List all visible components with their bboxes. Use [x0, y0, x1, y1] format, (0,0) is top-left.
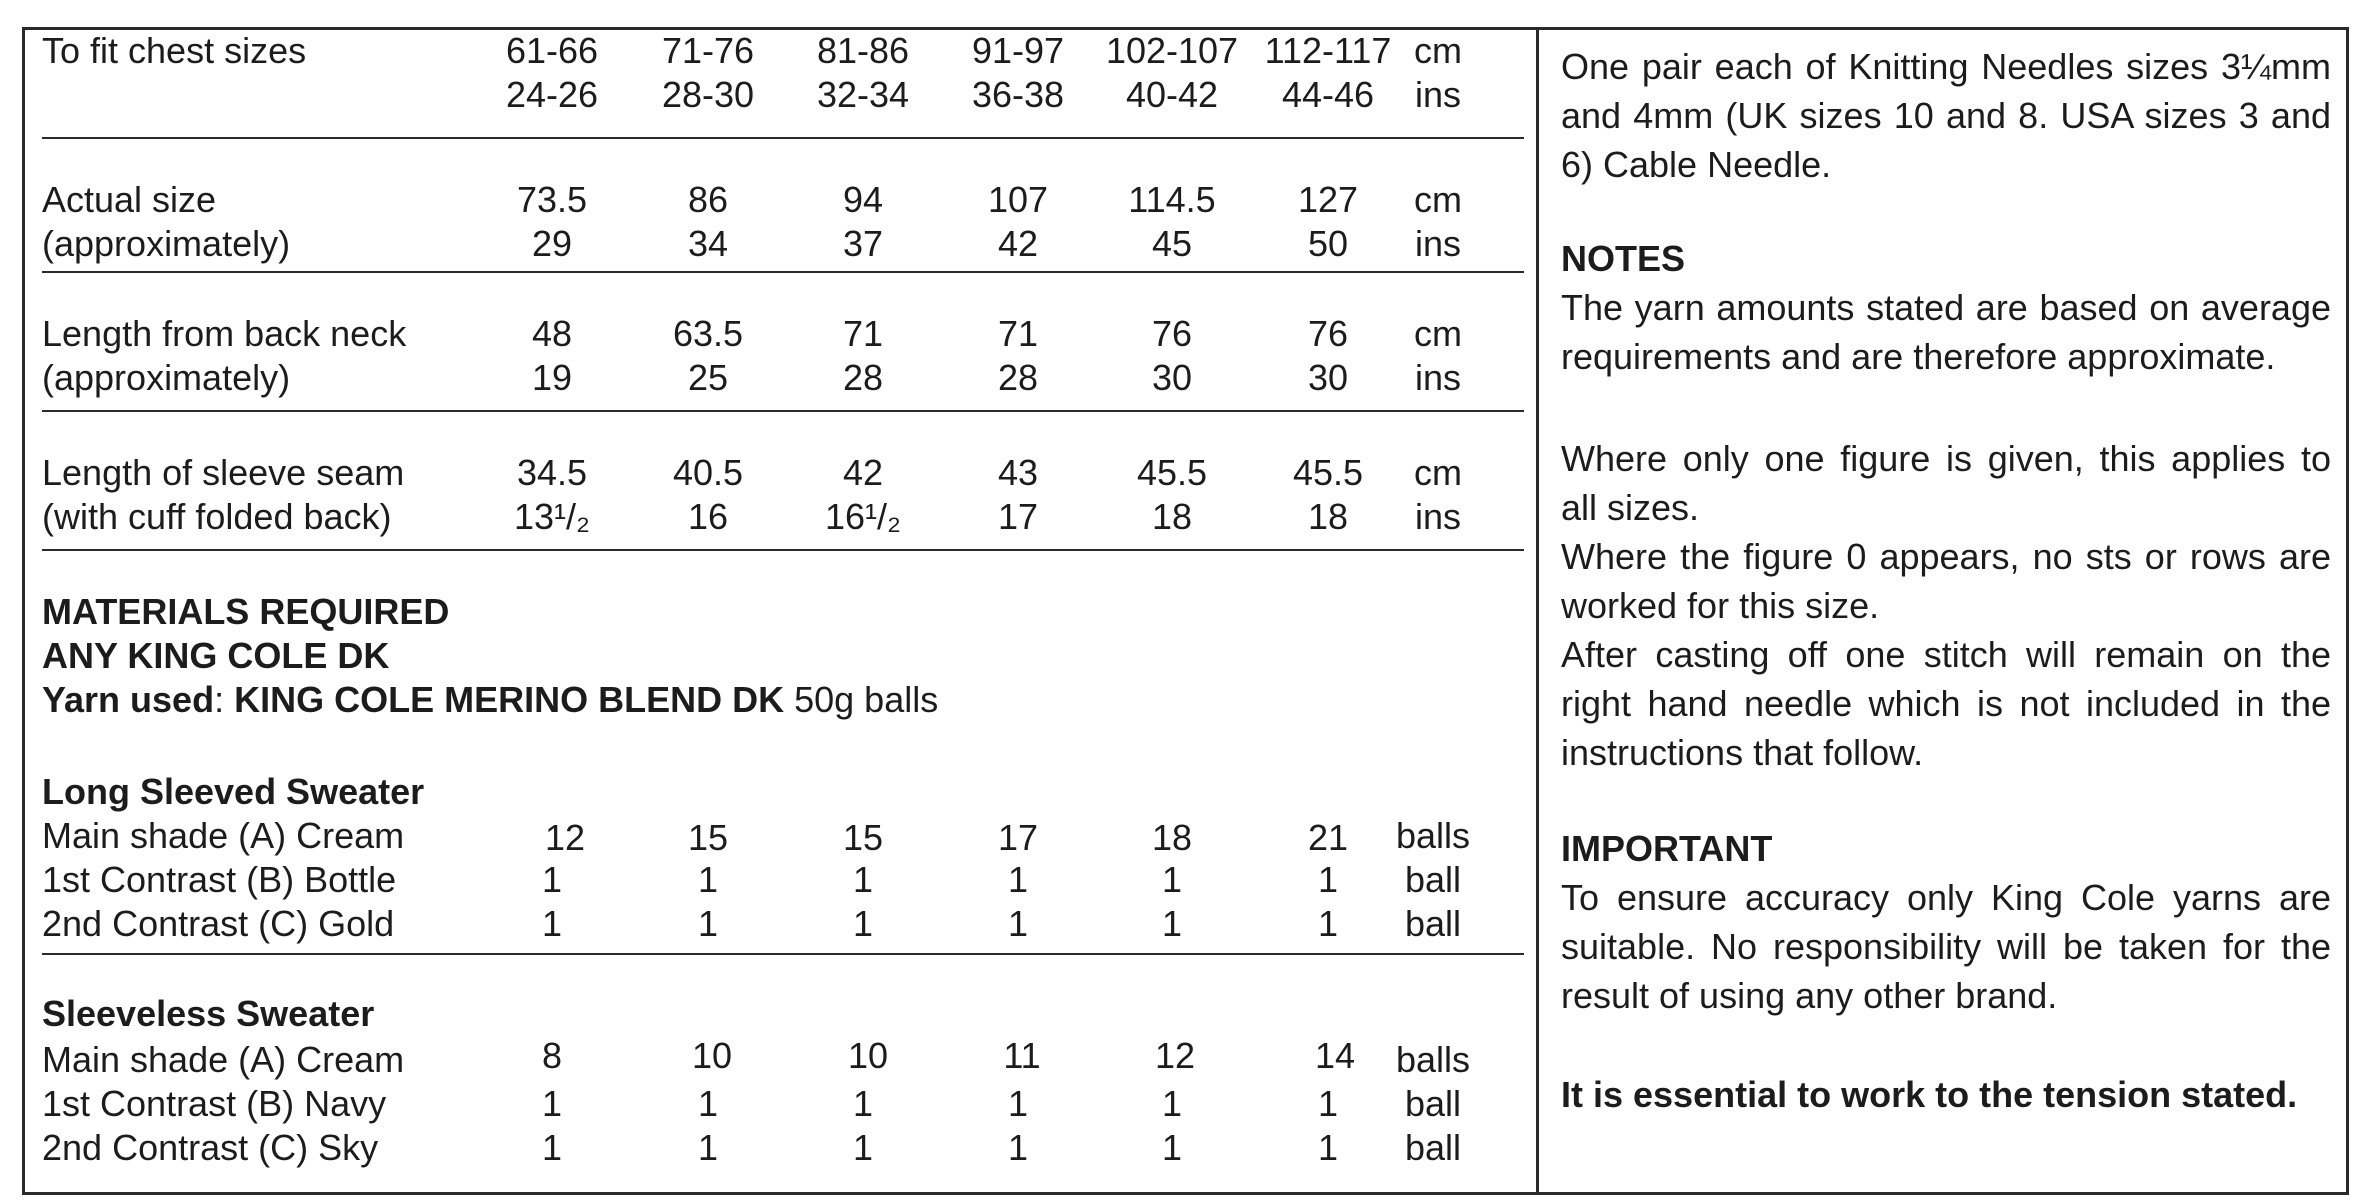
actual-size-label: Actual size [42, 179, 217, 220]
materials-heading: MATERIALS REQUIRED [42, 591, 450, 632]
length-cm-2: 63.5 [672, 313, 744, 354]
size-ins-6: 44-46 [1281, 74, 1375, 115]
sleeve-cm-3: 42 [842, 452, 884, 493]
sl-row-3-value: 1 [1007, 1127, 1029, 1168]
unit-ins: ins [1414, 223, 1462, 264]
sl-row-2-value: 1 [1317, 1083, 1339, 1124]
sleeve-cm-6: 45.5 [1292, 452, 1364, 493]
length-ins-4: 28 [997, 357, 1039, 398]
sleeve-label: Length of sleeve seam [42, 452, 405, 493]
sl-row-3-value: 1 [1161, 1127, 1183, 1168]
row-divider [42, 410, 1524, 412]
size-cm-3: 81-86 [816, 30, 910, 71]
long-sleeved-heading: Long Sleeved Sweater [42, 771, 425, 812]
ls-row-1-value: 15 [687, 817, 729, 858]
ls-row-2-value: 1 [697, 859, 719, 900]
actual-cm-2: 86 [687, 179, 729, 220]
sleeve-cm-5: 45.5 [1136, 452, 1208, 493]
unit-cm: cm [1414, 179, 1462, 220]
sl-row-1-value: 10 [847, 1035, 889, 1076]
ls-row-1-value: 21 [1307, 817, 1349, 858]
row-divider [42, 549, 1524, 551]
sl-row-2-value: 1 [1161, 1083, 1183, 1124]
size-cm-4: 91-97 [971, 30, 1065, 71]
ls-row-2-value: 1 [1161, 859, 1183, 900]
size-cm-2: 71-76 [661, 30, 755, 71]
length-cm-6: 76 [1307, 313, 1349, 354]
sl-row-1-label: Main shade (A) Cream [42, 1039, 405, 1080]
length-ins-6: 30 [1307, 357, 1349, 398]
length-ins-1: 19 [531, 357, 573, 398]
yarn-suffix: 50g balls [784, 679, 939, 720]
actual-cm-5: 114.5 [1128, 179, 1216, 220]
ls-row-3-label: 2nd Contrast (C) Gold [42, 903, 395, 944]
sl-row-3-value: 1 [1317, 1127, 1339, 1168]
ls-row-2-label: 1st Contrast (B) Bottle [42, 859, 397, 900]
ls-row-2-value: 1 [1007, 859, 1029, 900]
sl-row-3-unit: ball [1404, 1127, 1462, 1168]
length-cm-1: 48 [531, 313, 573, 354]
sleeve-cm-2: 40.5 [672, 452, 744, 493]
sleeve-ins-6: 18 [1307, 496, 1349, 537]
length-ins-3: 28 [842, 357, 884, 398]
size-cm-1: 61-66 [505, 30, 599, 71]
ls-row-3-value: 1 [697, 903, 719, 944]
actual-ins-6: 50 [1307, 223, 1349, 264]
unit-ins: ins [1414, 357, 1462, 398]
size-cm-6: 112-117 [1264, 30, 1392, 71]
ls-row-2-value: 1 [852, 859, 874, 900]
sl-row-1-value: 12 [1154, 1035, 1196, 1076]
length-ins-2: 25 [687, 357, 729, 398]
yarn-used-colon: : [214, 679, 235, 720]
length-label: Length from back neck [42, 313, 407, 354]
important-heading: IMPORTANT [1561, 828, 1773, 869]
ls-row-2-value: 1 [1317, 859, 1339, 900]
actual-ins-2: 34 [687, 223, 729, 264]
sizes-and-materials-column [22, 27, 1536, 1195]
tension-text: It is essential to work to the tension stated. [1561, 1074, 2298, 1115]
notes-column [1539, 27, 2349, 1195]
length-sublabel: (approximately) [42, 357, 291, 398]
ls-row-2-value: 1 [541, 859, 563, 900]
yarn-used-prefix: Yarn used [42, 679, 215, 720]
sl-row-3-value: 1 [852, 1127, 874, 1168]
sl-row-1-unit: balls [1395, 1039, 1471, 1080]
sleeve-cm-4: 43 [997, 452, 1039, 493]
sl-row-3-label: 2nd Contrast (C) Sky [42, 1127, 379, 1168]
row-divider [42, 271, 1524, 273]
sl-row-2-value: 1 [852, 1083, 874, 1124]
length-cm-4: 71 [997, 313, 1039, 354]
actual-cm-1: 73.5 [516, 179, 588, 220]
sleeve-ins-4: 17 [997, 496, 1039, 537]
actual-ins-3: 37 [842, 223, 884, 264]
notes-heading: NOTES [1561, 238, 1686, 279]
actual-cm-4: 107 [987, 179, 1049, 220]
actual-cm-3: 94 [842, 179, 884, 220]
sleeve-ins-5: 18 [1151, 496, 1193, 537]
note-figure-zero: Where the figure 0 appears, no sts or rows are worked for this size. [1561, 536, 2331, 626]
size-ins-4: 36-38 [971, 74, 1065, 115]
ls-row-1-value: 18 [1151, 817, 1193, 858]
sl-row-2-value: 1 [1007, 1083, 1029, 1124]
sl-row-1-value: 8 [541, 1035, 563, 1076]
sleeve-ins-3: 16¹/₂ [824, 496, 901, 537]
note-casting-off: After casting off one stitch will remain on the right hand needle which is not included in the instructions that follow. [1561, 634, 2331, 773]
sl-row-3-value: 1 [541, 1127, 563, 1168]
sl-row-2-label: 1st Contrast (B) Navy [42, 1083, 387, 1124]
size-ins-3: 32-34 [816, 74, 910, 115]
ls-row-3-value: 1 [852, 903, 874, 944]
sleeve-sublabel: (with cuff folded back) [42, 496, 392, 537]
note-one-figure: Where only one figure is given, this applies to all sizes. [1561, 438, 2331, 528]
sl-row-2-unit: ball [1404, 1083, 1462, 1124]
sl-row-1-value: 14 [1314, 1035, 1356, 1076]
sl-row-2-value: 1 [541, 1083, 563, 1124]
size-cm-5: 102-107 [1105, 30, 1239, 71]
sleeve-cm-1: 34.5 [516, 452, 588, 493]
size-ins-5: 40-42 [1125, 74, 1219, 115]
actual-cm-6: 127 [1297, 179, 1359, 220]
sleeveless-heading: Sleeveless Sweater [42, 993, 375, 1034]
row-divider [42, 137, 1524, 139]
sl-row-1-value: 10 [691, 1035, 733, 1076]
actual-size-sublabel: (approximately) [42, 223, 291, 264]
ls-row-3-value: 1 [1007, 903, 1029, 944]
size-ins-2: 28-30 [661, 74, 755, 115]
unit-cm: cm [1414, 30, 1462, 71]
sl-row-2-value: 1 [697, 1083, 719, 1124]
chest-sizes-label: To fit chest sizes [42, 30, 307, 71]
important-text: To ensure accuracy only King Cole yarns are suitable. No responsibility will be taken for the result of using any other brand. [1561, 877, 2331, 1016]
ls-row-3-value: 1 [541, 903, 563, 944]
length-cm-3: 71 [842, 313, 884, 354]
yarn-name: KING COLE MERINO BLEND DK [234, 679, 785, 720]
unit-cm: cm [1414, 313, 1462, 354]
note-yarn-amounts: The yarn amounts stated are based on average requirements and are therefore approximate. [1561, 287, 2331, 377]
sleeve-ins-1: 13¹/₂ [513, 496, 590, 537]
unit-cm: cm [1414, 452, 1462, 493]
unit-ins: ins [1414, 74, 1462, 115]
ls-row-1-value: 12 [544, 817, 586, 858]
actual-ins-1: 29 [531, 223, 573, 264]
ls-row-2-unit: ball [1404, 859, 1462, 900]
actual-ins-5: 45 [1151, 223, 1193, 264]
ls-row-3-unit: ball [1404, 903, 1462, 944]
sleeve-ins-2: 16 [687, 496, 729, 537]
row-divider [42, 953, 1524, 955]
ls-row-3-value: 1 [1317, 903, 1339, 944]
sl-row-1-value: 11 [1003, 1035, 1041, 1076]
size-ins-1: 24-26 [505, 74, 599, 115]
ls-row-1-unit: balls [1395, 815, 1471, 856]
materials-subheading: ANY KING COLE DK [42, 635, 390, 676]
sl-row-3-value: 1 [697, 1127, 719, 1168]
needles-text: One pair each of Knitting Needles sizes 3¼mm and 4mm (UK sizes 10 and 8. USA sizes 3 and 6) Cable Needle. [1561, 46, 2331, 185]
ls-row-3-value: 1 [1161, 903, 1183, 944]
ls-row-1-value: 15 [842, 817, 884, 858]
ls-row-1-label: Main shade (A) Cream [42, 815, 405, 856]
unit-ins: ins [1414, 496, 1462, 537]
length-ins-5: 30 [1151, 357, 1193, 398]
yarn-used-line [42, 678, 938, 722]
actual-ins-4: 42 [997, 223, 1039, 264]
length-cm-5: 76 [1151, 313, 1193, 354]
ls-row-1-value: 17 [997, 817, 1039, 858]
